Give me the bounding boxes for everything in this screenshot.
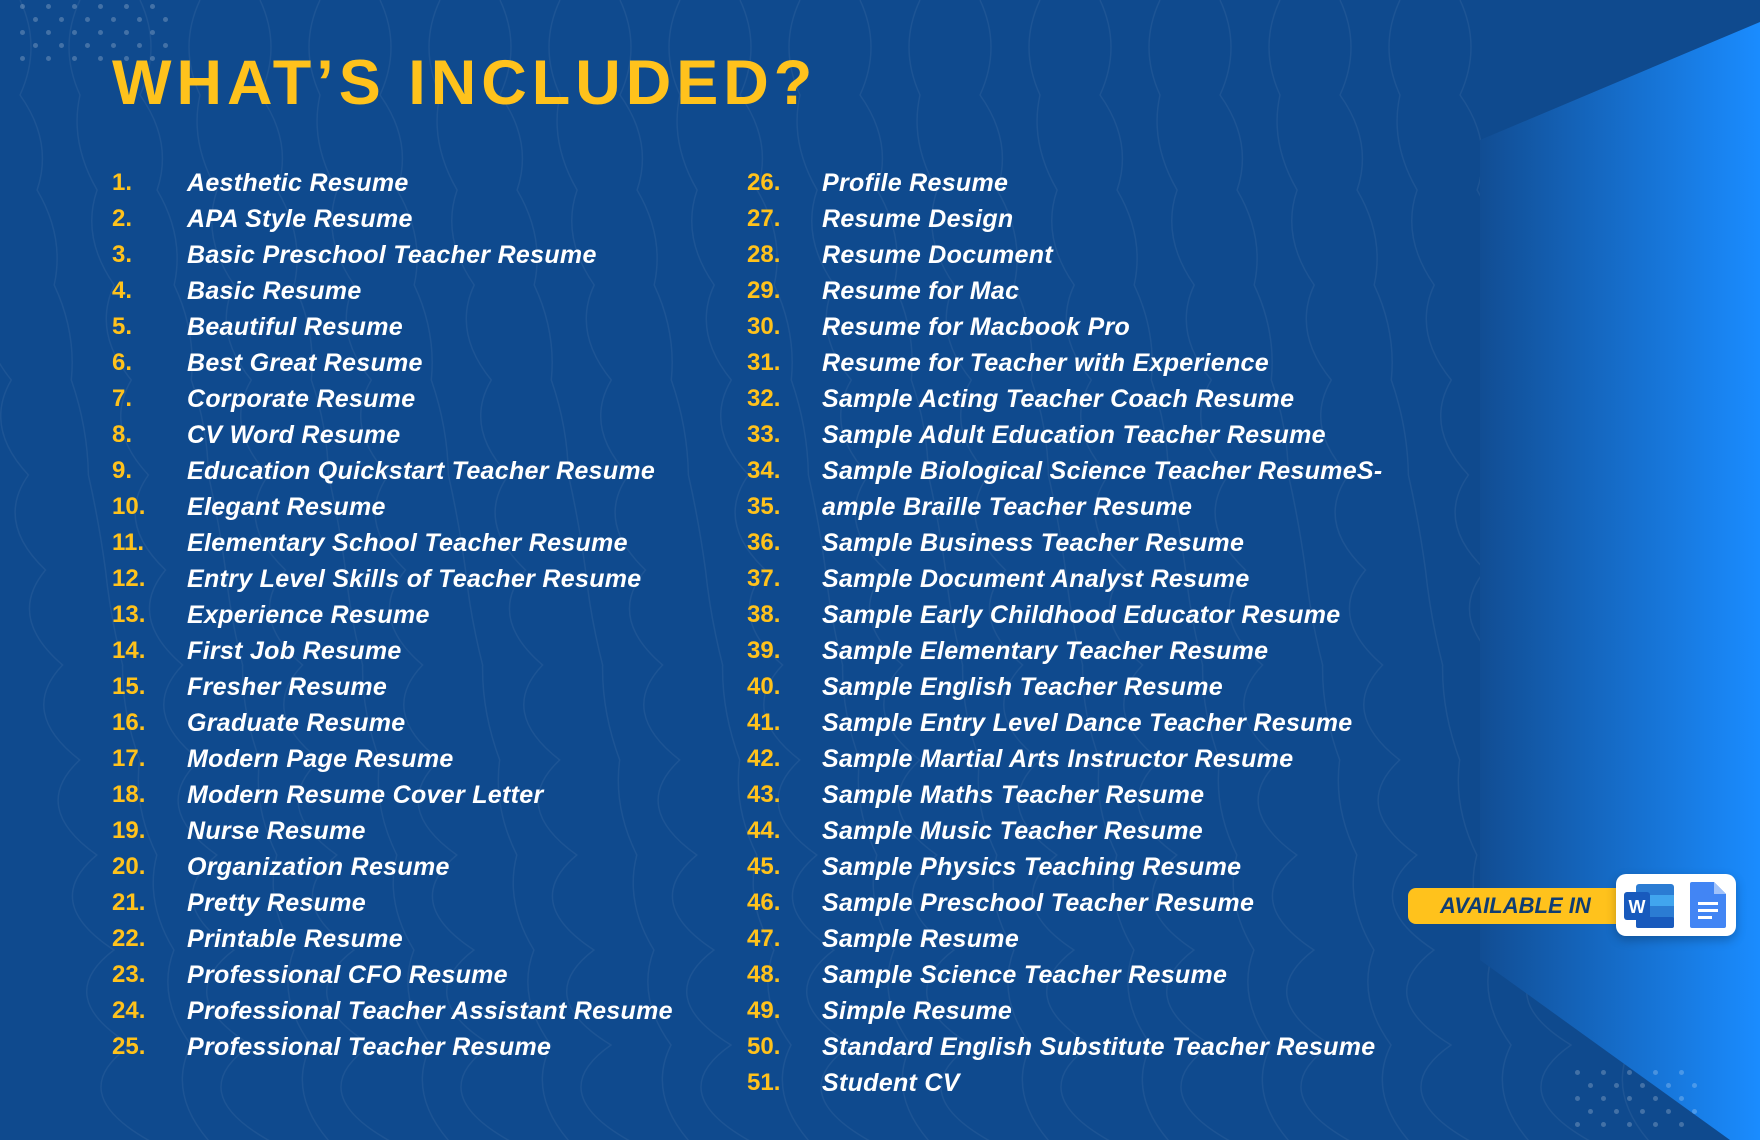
decor-dot xyxy=(1601,1096,1606,1101)
decor-dot xyxy=(1575,1070,1580,1075)
list-item-number: 43. xyxy=(747,781,781,808)
list-item-number: 6. xyxy=(112,349,133,376)
decor-dot xyxy=(1679,1070,1684,1075)
list-item-number: 26. xyxy=(747,169,781,196)
list-item xyxy=(747,885,1383,921)
list-item xyxy=(112,849,673,885)
list-item xyxy=(747,957,1383,993)
list-item-label: Sample Business Teacher Resume xyxy=(822,529,1245,557)
list-item xyxy=(747,777,1383,813)
list-item-label: Basic Resume xyxy=(187,277,362,305)
list-item xyxy=(112,921,673,957)
decor-dot xyxy=(72,4,77,9)
list-item-number: 48. xyxy=(747,961,781,988)
list-item xyxy=(747,597,1383,633)
decor-dot xyxy=(124,30,129,35)
decor-dot xyxy=(124,4,129,9)
list-item xyxy=(112,417,673,453)
list-item-number: 51. xyxy=(747,1069,781,1096)
list-item-label: First Job Resume xyxy=(187,637,402,665)
decor-dot xyxy=(98,4,103,9)
list-item-number: 24. xyxy=(112,997,146,1024)
list-item-number: 46. xyxy=(747,889,781,916)
list-item-number: 9. xyxy=(112,457,133,484)
decor-dot xyxy=(20,56,25,61)
list-item-label: Simple Resume xyxy=(822,997,1013,1025)
list-item-label: Corporate Resume xyxy=(187,385,416,413)
list-item-label: Standard English Substitute Teacher Resume xyxy=(822,1033,1376,1061)
list-item-label: Beautiful Resume xyxy=(187,313,403,341)
dot-grid-bottom xyxy=(1575,1070,1715,1140)
page-title: WHAT’S INCLUDED? xyxy=(112,48,818,118)
list-item-label: Resume Document xyxy=(822,241,1053,269)
list-item xyxy=(112,885,673,921)
decor-dot xyxy=(1666,1083,1671,1088)
decor-dot xyxy=(98,30,103,35)
list-item-label: Resume for Teacher with Experience xyxy=(822,349,1269,377)
list-item xyxy=(112,273,673,309)
list-item-number: 27. xyxy=(747,205,781,232)
list-item xyxy=(747,633,1383,669)
list-item-number: 15. xyxy=(112,673,146,700)
list-item xyxy=(747,417,1383,453)
decor-dot xyxy=(1653,1096,1658,1101)
list-item-number: 16. xyxy=(112,709,146,736)
decor-dot xyxy=(111,17,116,22)
decor-dot xyxy=(150,4,155,9)
list-item-label: Entry Level Skills of Teacher Resume xyxy=(187,565,642,593)
list-item xyxy=(747,237,1383,273)
right-gradient-panel xyxy=(1480,22,1760,1140)
decor-dot xyxy=(1627,1122,1632,1127)
list-item-number: 47. xyxy=(747,925,781,952)
list-item xyxy=(112,993,673,1029)
list-item-label: Sample Martial Arts Instructor Resume xyxy=(822,745,1294,773)
list-item-label: Modern Page Resume xyxy=(187,745,454,773)
list-item-number: 36. xyxy=(747,529,781,556)
list-item xyxy=(747,921,1383,957)
list-item-number: 35. xyxy=(747,493,781,520)
list-item-number: 19. xyxy=(112,817,146,844)
list-item xyxy=(112,525,673,561)
decor-dot xyxy=(33,17,38,22)
list-item xyxy=(112,561,673,597)
list-item xyxy=(747,561,1383,597)
list-item xyxy=(747,813,1383,849)
list-item xyxy=(747,705,1383,741)
list-item-number: 2. xyxy=(112,205,133,232)
list-item-label: Best Great Resume xyxy=(187,349,423,377)
decor-dot xyxy=(1640,1109,1645,1114)
list-item-label: Sample Science Teacher Resume xyxy=(822,961,1228,989)
list-item-label: Sample Document Analyst Resume xyxy=(822,565,1250,593)
list-item xyxy=(747,453,1383,489)
list-item-label: Graduate Resume xyxy=(187,709,406,737)
decor-dot xyxy=(1627,1070,1632,1075)
list-item-number: 42. xyxy=(747,745,781,772)
list-item-number: 8. xyxy=(112,421,133,448)
list-item-number: 3. xyxy=(112,241,133,268)
list-item-number: 10. xyxy=(112,493,146,520)
decor-dot xyxy=(46,56,51,61)
list-item xyxy=(747,381,1383,417)
decor-dot xyxy=(59,43,64,48)
list-item-number: 14. xyxy=(112,637,146,664)
list-item xyxy=(747,309,1383,345)
list-item xyxy=(747,525,1383,561)
list-item-label: Resume for Mac xyxy=(822,277,1020,305)
decor-dot xyxy=(1692,1109,1697,1114)
list-item-number: 13. xyxy=(112,601,146,628)
list-item-label: Professional CFO Resume xyxy=(187,961,508,989)
list-item-number: 50. xyxy=(747,1033,781,1060)
list-item-label: Experience Resume xyxy=(187,601,430,629)
list-item-label: Sample Acting Teacher Coach Resume xyxy=(822,385,1295,413)
list-item-number: 37. xyxy=(747,565,781,592)
list-item xyxy=(747,489,1383,525)
list-item-number: 17. xyxy=(112,745,146,772)
list-item xyxy=(747,993,1383,1029)
list-item-label: Sample English Teacher Resume xyxy=(822,673,1223,701)
list-item-label: Sample Physics Teaching Resume xyxy=(822,853,1242,881)
list-item-number: 30. xyxy=(747,313,781,340)
list-item-label: Resume for Macbook Pro xyxy=(822,313,1131,341)
list-item-label: Elegant Resume xyxy=(187,493,386,521)
list-item xyxy=(112,777,673,813)
list-item xyxy=(112,237,673,273)
list-item-number: 23. xyxy=(112,961,146,988)
list-item xyxy=(747,1065,1383,1101)
list-item xyxy=(112,381,673,417)
decor-dot xyxy=(137,17,142,22)
list-item-label: Sample Early Childhood Educator Resume xyxy=(822,601,1341,629)
decor-dot xyxy=(20,4,25,9)
list-item xyxy=(112,201,673,237)
list-item xyxy=(747,273,1383,309)
list-item-label: Professional Teacher Resume xyxy=(187,1033,552,1061)
list-item xyxy=(112,165,673,201)
list-item-number: 40. xyxy=(747,673,781,700)
list-item xyxy=(112,489,673,525)
list-item-label: Nurse Resume xyxy=(187,817,366,845)
decor-dot xyxy=(1575,1096,1580,1101)
list-item-label: Sample Entry Level Dance Teacher Resume xyxy=(822,709,1353,737)
list-item xyxy=(747,345,1383,381)
decor-dot xyxy=(150,30,155,35)
decor-dot xyxy=(85,17,90,22)
list-item-number: 11. xyxy=(112,529,145,556)
list-item-number: 41. xyxy=(747,709,781,736)
decor-dot xyxy=(1679,1122,1684,1127)
list-item-number: 31. xyxy=(747,349,781,376)
list-item-label: Profile Resume xyxy=(822,169,1009,197)
decor-dot xyxy=(1588,1109,1593,1114)
decor-dot xyxy=(85,43,90,48)
list-item-label: Sample Adult Education Teacher Resume xyxy=(822,421,1326,449)
decor-dot xyxy=(1614,1083,1619,1088)
decor-dot xyxy=(1653,1070,1658,1075)
list-item-number: 38. xyxy=(747,601,781,628)
decor-dot xyxy=(33,43,38,48)
list-item xyxy=(112,957,673,993)
included-list-right xyxy=(747,165,1383,1101)
decor-dot xyxy=(20,30,25,35)
app-icons-box xyxy=(1616,874,1736,936)
decor-dot xyxy=(1575,1122,1580,1127)
list-item-number: 5. xyxy=(112,313,133,340)
list-item-number: 49. xyxy=(747,997,781,1024)
list-item-label: Student CV xyxy=(822,1069,960,1097)
decor-dot xyxy=(1692,1083,1697,1088)
list-item-label: APA Style Resume xyxy=(187,205,413,233)
decor-dot xyxy=(72,30,77,35)
list-item-label: Modern Resume Cover Letter xyxy=(187,781,544,809)
list-item-label: Sample Preschool Teacher Resume xyxy=(822,889,1255,917)
list-item-number: 4. xyxy=(112,277,133,304)
decor-dot xyxy=(98,56,103,61)
list-item-number: 32. xyxy=(747,385,781,412)
list-item xyxy=(112,309,673,345)
list-item-label: Printable Resume xyxy=(187,925,403,953)
included-list-left xyxy=(112,165,673,1065)
list-item-label: Organization Resume xyxy=(187,853,450,881)
list-item-label: Sample Maths Teacher Resume xyxy=(822,781,1205,809)
decor-dot xyxy=(46,30,51,35)
list-item-label: CV Word Resume xyxy=(187,421,401,449)
decor-dot xyxy=(1666,1109,1671,1114)
list-item-number: 1. xyxy=(112,169,133,196)
word-icon xyxy=(1622,882,1678,930)
list-item-number: 18. xyxy=(112,781,146,808)
decor-dot xyxy=(1601,1070,1606,1075)
list-item xyxy=(112,669,673,705)
decor-dot xyxy=(1601,1122,1606,1127)
list-item-label: Education Quickstart Teacher Resume xyxy=(187,457,656,485)
list-item xyxy=(747,669,1383,705)
list-item-number: 28. xyxy=(747,241,781,268)
list-item-label: Fresher Resume xyxy=(187,673,388,701)
list-item-number: 25. xyxy=(112,1033,146,1060)
list-item-label: Sample Resume xyxy=(822,925,1020,953)
list-item xyxy=(112,1029,673,1065)
available-in-badge: AVAILABLE IN xyxy=(1408,888,1628,924)
decor-dot xyxy=(1640,1083,1645,1088)
list-item-number: 44. xyxy=(747,817,781,844)
decor-dot xyxy=(1614,1109,1619,1114)
list-item xyxy=(112,453,673,489)
list-item xyxy=(747,741,1383,777)
list-item-label: Aesthetic Resume xyxy=(187,169,409,197)
list-item-number: 20. xyxy=(112,853,146,880)
list-item-number: 34. xyxy=(747,457,781,484)
list-item xyxy=(747,201,1383,237)
list-item-number: 39. xyxy=(747,637,781,664)
list-item-number: 22. xyxy=(112,925,146,952)
list-item-label: Pretty Resume xyxy=(187,889,366,917)
decor-dot xyxy=(59,17,64,22)
list-item-label: Basic Preschool Teacher Resume xyxy=(187,241,597,269)
list-item xyxy=(747,165,1383,201)
decor-dot xyxy=(1627,1096,1632,1101)
decor-dot xyxy=(1588,1083,1593,1088)
list-item-label: Sample Elementary Teacher Resume xyxy=(822,637,1269,665)
list-item-label: Sample Biological Science Teacher ResumeS- xyxy=(822,457,1383,485)
decor-dot xyxy=(1653,1122,1658,1127)
word-icon-letter: W xyxy=(1628,897,1646,917)
decor-dot xyxy=(46,4,51,9)
google-docs-icon xyxy=(1688,880,1728,930)
list-item xyxy=(747,1029,1383,1065)
list-item-label: Resume Design xyxy=(822,205,1014,233)
list-item-number: 21. xyxy=(112,889,146,916)
list-item xyxy=(112,813,673,849)
list-item-label: Elementary School Teacher Resume xyxy=(187,529,628,557)
list-item-number: 12. xyxy=(112,565,146,592)
list-item xyxy=(112,345,673,381)
list-item xyxy=(112,741,673,777)
decor-dot xyxy=(72,56,77,61)
list-item-label: Professional Teacher Assistant Resume xyxy=(187,997,673,1025)
list-item-number: 29. xyxy=(747,277,781,304)
list-item-number: 45. xyxy=(747,853,781,880)
list-item xyxy=(112,597,673,633)
list-item xyxy=(112,705,673,741)
list-item xyxy=(747,849,1383,885)
list-item xyxy=(112,633,673,669)
list-item-label: ample Braille Teacher Resume xyxy=(822,493,1193,521)
list-item-label: Sample Music Teacher Resume xyxy=(822,817,1203,845)
list-item-number: 7. xyxy=(112,385,133,412)
decor-dot xyxy=(1679,1096,1684,1101)
decor-dot xyxy=(163,17,168,22)
list-item-number: 33. xyxy=(747,421,781,448)
